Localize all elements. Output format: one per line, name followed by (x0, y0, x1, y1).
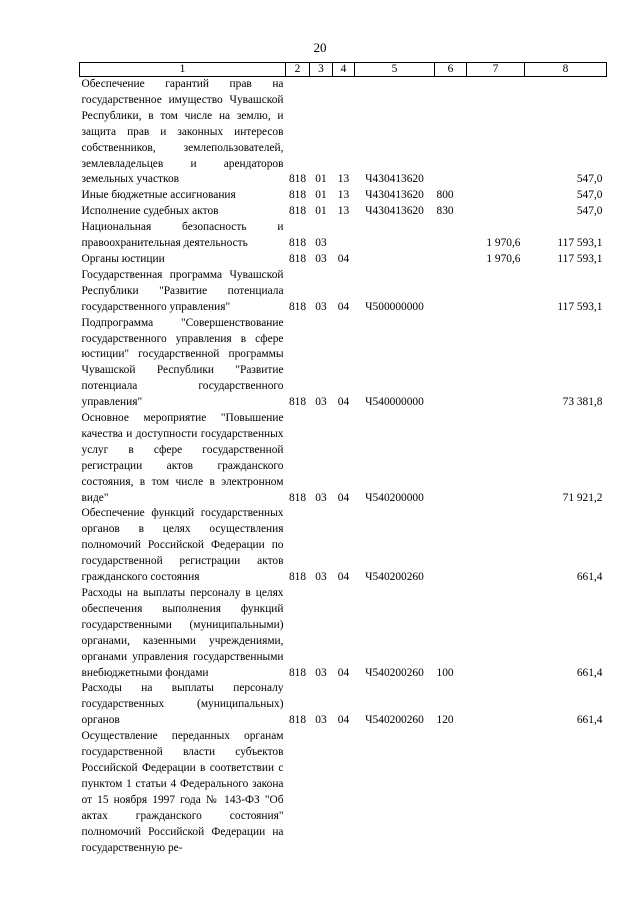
column-header: 2 (286, 63, 310, 77)
cell-section: 03 (315, 396, 327, 409)
cell-col7 (467, 188, 525, 204)
cell-ministry (286, 729, 310, 856)
cell-subsection: 04 (337, 252, 350, 265)
cell-section: 03 (315, 571, 327, 584)
cell-section: 01 (315, 189, 327, 202)
column-header: 6 (435, 63, 467, 77)
column-header: 5 (355, 63, 435, 77)
cell-ministry: 818 (288, 714, 307, 727)
cell-section: 03 (315, 491, 327, 504)
column-header: 7 (467, 63, 525, 77)
cell-col8 (525, 729, 607, 856)
cell-expense-type: 100 (436, 666, 454, 679)
row-name: Подпрограмма "Совершенствование государственного управления в сфере юстиции" государственной программы Чувашской Республики "Развитие потенциала государственного управления" (81, 316, 284, 409)
cell-col7 (467, 681, 525, 729)
cell-ministry: 818 (288, 571, 307, 584)
cell-col7 (467, 729, 525, 856)
row-name: Исполнение судебных актов (81, 205, 219, 218)
table-row (80, 268, 607, 316)
cell-col7 (467, 268, 525, 316)
cell-expense-type (435, 729, 467, 856)
column-header: 1 (80, 63, 286, 77)
table-row (80, 188, 607, 204)
cell-expense-type (435, 411, 467, 506)
cell-subsection: 13 (337, 173, 350, 186)
cell-col8: 73 381,8 (562, 396, 603, 409)
cell-subsection: 04 (337, 491, 350, 504)
cell-target-code (355, 729, 435, 856)
table-header-row (80, 63, 607, 77)
row-name: Национальная безопасность и правоохранительная деятельность (81, 221, 284, 250)
row-name: Основное мероприятие "Повышение качества и доступности государственных услуг в сфере государственной регистрации актов гражданского состояния, в том числе в электронном виде" (81, 412, 284, 504)
budget-table (79, 62, 607, 856)
cell-col8: 661,4 (576, 666, 603, 679)
cell-col7: 1 970,6 (486, 252, 521, 265)
row-name: Расходы на выплаты персоналу в целях обеспечения выполнения функций государственными (муниципальными) органами, казенными учреждениями, органами управления государственными внебюджетными фондами (81, 587, 284, 679)
table-row (80, 252, 607, 268)
cell-col7 (467, 316, 525, 411)
cell-target-code: Ч430413620 (365, 189, 424, 202)
table-row (80, 77, 607, 189)
cell-expense-type: 800 (436, 189, 454, 202)
row-name: Органы юстиции (81, 252, 165, 265)
cell-target-code (355, 252, 435, 268)
table-body (80, 77, 607, 857)
cell-expense-type (435, 77, 467, 189)
cell-col7 (467, 204, 525, 220)
cell-section: 03 (315, 714, 327, 727)
table-row (80, 586, 607, 681)
cell-col8: 117 593,1 (557, 300, 603, 313)
cell-col7 (467, 506, 525, 586)
cell-target-code: Ч540200260 (365, 666, 424, 679)
cell-col7: 1 970,6 (486, 237, 521, 250)
cell-target-code: Ч540000000 (365, 396, 424, 409)
cell-col8: 547,0 (576, 173, 603, 186)
cell-ministry: 818 (288, 300, 307, 313)
column-header: 3 (310, 63, 333, 77)
cell-col8: 117 593,1 (557, 252, 603, 265)
cell-col8: 117 593,1 (557, 237, 603, 250)
column-header: 8 (525, 63, 607, 77)
cell-target-code: Ч540200000 (365, 491, 424, 504)
cell-ministry: 818 (288, 237, 307, 250)
cell-ministry: 818 (288, 205, 307, 218)
cell-section: 03 (315, 237, 327, 250)
cell-ministry: 818 (288, 252, 307, 265)
cell-expense-type (435, 506, 467, 586)
cell-section: 03 (315, 252, 327, 265)
row-name: Обеспечение функций государственных органов в целях осуществления полномочий Российской Федерации по государственной регистрации актов гражданского состояния (81, 507, 284, 584)
row-name: Обеспечение гарантий прав на государственное имущество Чувашской Республики, в том числе на землю, и защита прав и законных интересов собственников, землепользователей, землевладельцев и арендаторов земельных участков (81, 78, 284, 186)
table-row (80, 681, 607, 729)
cell-subsection (333, 729, 355, 856)
column-header: 4 (333, 63, 355, 77)
cell-col8: 547,0 (576, 205, 603, 218)
cell-ministry: 818 (288, 173, 307, 186)
cell-target-code: Ч540200260 (365, 714, 424, 727)
cell-subsection: 04 (337, 666, 350, 679)
cell-subsection: 04 (337, 396, 350, 409)
cell-target-code (355, 220, 435, 252)
cell-target-code: Ч500000000 (365, 300, 424, 313)
table-row (80, 204, 607, 220)
cell-subsection: 04 (337, 571, 350, 584)
cell-ministry: 818 (288, 189, 307, 202)
cell-expense-type: 120 (436, 714, 454, 727)
cell-ministry: 818 (288, 396, 307, 409)
cell-section: 01 (315, 205, 327, 218)
cell-subsection (333, 220, 355, 252)
table-row (80, 220, 607, 252)
cell-col8: 661,4 (576, 714, 603, 727)
cell-expense-type (435, 316, 467, 411)
cell-target-code: Ч540200260 (365, 571, 424, 584)
cell-col8: 661,4 (576, 571, 603, 584)
cell-col8: 547,0 (576, 189, 603, 202)
row-name: Иные бюджетные ассигнования (81, 189, 236, 202)
row-name: Расходы на выплаты персоналу государственных (муниципальных) органов (81, 682, 284, 727)
cell-subsection: 13 (337, 189, 350, 202)
cell-col7 (467, 77, 525, 189)
cell-expense-type (435, 268, 467, 316)
cell-subsection: 04 (337, 300, 350, 313)
cell-col7 (467, 411, 525, 506)
table-row (80, 729, 607, 856)
row-name: Осуществление переданных органам государственной власти субъектов Российской Федерации в соответствии с пунктом 1 статьи 4 Федерального закона от 15 ноября 1997 года № 143-ФЗ "Об актах гражданского состояния" полномочий Российской Федерации на государственную ре- (81, 730, 284, 854)
cell-subsection: 04 (337, 714, 350, 727)
cell-col8: 71 921,2 (562, 491, 603, 504)
cell-ministry: 818 (288, 666, 307, 679)
page-number: 20 (313, 40, 327, 55)
cell-section: 03 (315, 300, 327, 313)
cell-col7 (467, 586, 525, 681)
cell-ministry: 818 (288, 491, 307, 504)
cell-expense-type: 830 (436, 205, 454, 218)
cell-expense-type (435, 220, 467, 252)
cell-target-code: Ч430413620 (365, 173, 424, 186)
cell-expense-type (435, 252, 467, 268)
table-row (80, 506, 607, 586)
cell-section: 01 (315, 173, 327, 186)
row-name: Государственная программа Чувашской Республики "Развитие потенциала государственного управления" (81, 268, 284, 313)
cell-section: 03 (315, 666, 327, 679)
table-row (80, 411, 607, 506)
cell-target-code: Ч430413620 (365, 205, 424, 218)
cell-subsection: 13 (337, 205, 350, 218)
table-row (80, 316, 607, 411)
cell-section (310, 729, 333, 856)
